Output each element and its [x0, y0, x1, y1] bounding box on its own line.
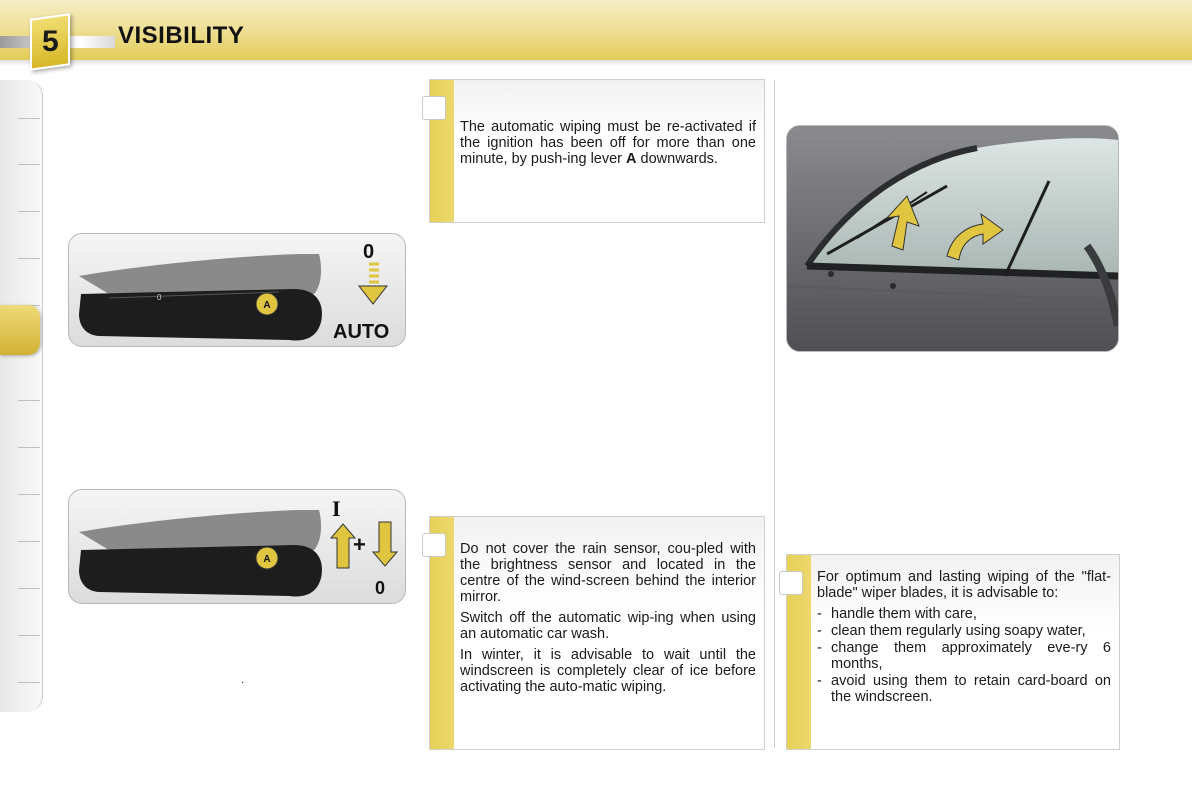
note-text-part: downwards. — [636, 151, 718, 167]
note-marker — [422, 96, 446, 120]
position-0-label: 0 — [375, 578, 386, 598]
svg-text:0: 0 — [157, 293, 162, 302]
wiper-stalk-illustration-2 — [69, 490, 405, 603]
tab-divider — [18, 400, 40, 401]
auto-label: AUTO — [333, 321, 390, 343]
column-divider — [774, 80, 775, 748]
care-list — [817, 606, 1111, 705]
paragraph: In winter, it is advisable to wait until the windscreen is completely clear of ice before activating the auto-matic wiping. — [460, 647, 756, 695]
note-wiper-care — [786, 554, 1120, 750]
note-reactivation-text — [460, 119, 756, 167]
note-wiper-care-text — [817, 569, 1111, 706]
page-title: VISIBILITY — [118, 22, 245, 49]
note-reactivation — [429, 79, 765, 223]
wiper-stalk-auto-figure — [68, 233, 406, 347]
note-rain-sensor-text — [460, 541, 756, 700]
note-marker — [422, 533, 446, 557]
header-shadow — [0, 60, 1192, 66]
list-item: - clean them regularly using soapy water, — [817, 623, 1111, 639]
note-rain-sensor — [429, 516, 765, 750]
note-marker — [779, 571, 803, 595]
lever-mark-a: A — [263, 300, 271, 311]
tab-divider — [18, 682, 40, 683]
chapter-number: 5 — [41, 25, 59, 58]
note-text-part: The automatic wiping must be re-activated if the ignition has been off for more than one minute, by push-ing lever — [460, 119, 756, 167]
position-i-label: I — [332, 496, 341, 521]
chapter-tab-5-active[interactable] — [0, 305, 40, 355]
tab-divider — [18, 164, 40, 165]
tab-divider — [18, 494, 40, 495]
position-0-label: 0 — [363, 241, 375, 263]
tab-divider — [18, 541, 40, 542]
tab-divider — [18, 447, 40, 448]
tab-divider — [18, 588, 40, 589]
wiper-stalk-single-figure — [68, 489, 406, 604]
paragraph: Switch off the automatic wip-ing when using an automatic car wash. — [460, 610, 756, 642]
tab-divider — [18, 118, 40, 119]
plus-label: + — [353, 532, 366, 557]
tab-divider — [18, 635, 40, 636]
paragraph: For optimum and lasting wiping of the "flat-blade" wiper blades, it is advisable to: — [817, 569, 1111, 601]
list-item: - avoid using them to retain card-board on the windscreen. — [817, 673, 1111, 705]
tab-divider — [18, 211, 40, 212]
list-item: - change them approximately eve-ry 6 months, — [817, 640, 1111, 672]
chapter-tabs — [0, 80, 43, 712]
windscreen-illustration — [787, 126, 1118, 351]
lever-mark-a: A — [263, 554, 271, 565]
stray-mark: . — [241, 672, 245, 686]
tab-divider — [18, 258, 40, 259]
chapter-badge — [30, 13, 70, 71]
windscreen-wipers-figure — [786, 125, 1119, 352]
wiper-stalk-illustration — [69, 234, 405, 346]
list-item: - handle them with care, — [817, 606, 1111, 622]
paragraph: Do not cover the rain sensor, cou-pled with the brightness sensor and located in the centre of the wind-screen behind the interior mirror. — [460, 541, 756, 605]
lever-reference: A — [626, 151, 637, 167]
